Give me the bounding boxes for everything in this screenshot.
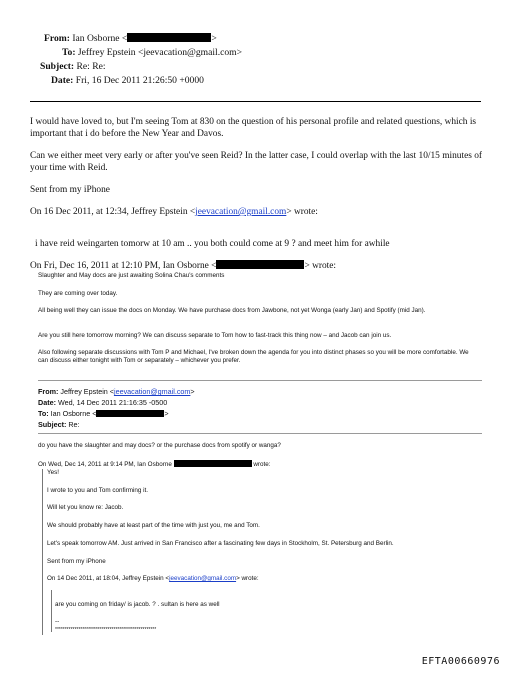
header-date-label: Date: xyxy=(51,75,74,86)
header-subject-value: Re: Re: xyxy=(76,61,106,72)
ian-line-2: They are coming over today. xyxy=(38,290,118,297)
ian-line-1: Slaughter and May docs are just awaiting Solina Chau's comments xyxy=(38,272,225,279)
email-link[interactable]: jeevacation@gmail.com xyxy=(195,207,287,217)
inner-quote-line xyxy=(38,460,478,469)
body-quote-1 xyxy=(30,206,485,218)
quote-bar-nested xyxy=(51,590,52,632)
inner-signature-stars: **************************************************** xyxy=(55,627,157,633)
inner-line-6 xyxy=(47,575,477,583)
body-quote-2 xyxy=(30,260,485,272)
header-from xyxy=(44,32,217,46)
inner-question: do you have the slaughter and may docs? or the purchase docs from spotify or wanga? xyxy=(38,442,281,449)
inner-quote-suffix: wrote: xyxy=(253,461,271,468)
email-link[interactable]: jeevacation@gmail.com xyxy=(113,387,191,396)
header-subject xyxy=(40,60,106,74)
inner-to-label: To: xyxy=(38,409,49,418)
inner-from-suffix: > xyxy=(190,387,195,396)
inner-date-value: Wed, 14 Dec 2011 21:16:35 -0500 xyxy=(57,398,168,407)
inner-quote-prefix: On Wed, Dec 14, 2011 at 9:14 PM, Ian Osborne xyxy=(38,461,172,468)
document-id: EFTA00660976 xyxy=(421,656,500,667)
header-divider xyxy=(30,101,481,102)
inner-date-label: Date: xyxy=(38,398,56,407)
header-subject-label: Subject: xyxy=(40,61,75,72)
quote-1-suffix: > wrote: xyxy=(286,207,318,217)
inner-line-6-suffix: > wrote: xyxy=(236,575,259,582)
inner-line-6-prefix: On 14 Dec 2011, at 18:04, Jeffrey Epstein < xyxy=(47,575,170,582)
ian-line-4: Are you still here tomorrow morning? We can discuss separate to Tom how to fast-track this thing now – and Jacob can join us. xyxy=(38,332,392,339)
body-sent-from: Sent from my iPhone xyxy=(30,185,110,195)
header-from-value: Ian Osborne < xyxy=(72,33,128,44)
inner-subject-value: Re: xyxy=(68,420,80,429)
quote-2-prefix: On Fri, Dec 16, 2011 at 12:10 PM, Ian Osborne < xyxy=(30,261,217,271)
inner-line-2: Will let you know re: Jacob. xyxy=(47,504,124,511)
inner-header-subject xyxy=(38,420,80,430)
header-to-label: To: xyxy=(62,47,76,58)
quote-1-prefix: On 16 Dec 2011, at 12:34, Jeffrey Epstein < xyxy=(30,207,196,217)
inner-to-tail: > xyxy=(164,409,169,418)
redaction-box xyxy=(216,260,304,269)
inner-to-value: Ian Osborne < xyxy=(50,409,97,418)
inner-line-5: Sent from my iPhone xyxy=(47,558,106,565)
inner-signature-dashes: -- xyxy=(55,618,60,625)
header-to-value: Jeffrey Epstein <jeevacation@gmail.com> xyxy=(77,47,243,58)
section-divider xyxy=(38,380,482,381)
inner-yes: Yes! xyxy=(47,469,60,476)
inner-from-label: From: xyxy=(38,387,59,396)
quote-2-suffix: > wrote: xyxy=(304,261,337,271)
redaction-box xyxy=(127,33,211,42)
body-paragraph-2: Can we either meet very early or after you've seen Reid? In the latter case, I could overlap with the last 10/15 minutes of your time with Reid. xyxy=(30,151,483,173)
ian-line-3: All being well they can issue the docs on Monday. We have purchase docs from Jawbone, not yet Wonga (early Jan) and Spotify (mid Jan). xyxy=(38,307,426,314)
quote-bar xyxy=(42,469,43,635)
body-reply-1: i have reid weingarten tomorw at 10 am .. you both could come at 9 ? and meet him for awhile xyxy=(35,239,390,249)
inner-header-to xyxy=(38,409,169,419)
inner-line-3: We should probably have at least part of the time with just you, me and Tom. xyxy=(47,522,260,529)
header-date-value: Fri, 16 Dec 2011 21:26:50 +0000 xyxy=(75,75,204,86)
redaction-box xyxy=(174,460,252,467)
header-date xyxy=(51,74,204,88)
redaction-box xyxy=(96,410,164,417)
section-divider xyxy=(38,433,482,434)
body-paragraph-1: I would have loved to, but I'm seeing Tom at 830 on the question of his personal profile and related questions, which is important that i do before the New Year and Davos. xyxy=(30,117,477,139)
inner-line-7: are you coming on friday/ is jacob. ? . sultan is here as well xyxy=(55,601,220,608)
ian-line-5: Also following separate discussions with Tom P and Michael, I've broken down the agenda for you into distinct phases so you will be more comfortable. We can discuss either tonight with Tom or separately – whichever you prefer. xyxy=(38,349,469,365)
header-from-label: From: xyxy=(44,33,70,44)
header-from-tail: > xyxy=(211,33,217,44)
inner-header-date xyxy=(38,398,167,408)
header-to xyxy=(62,46,242,60)
inner-header-from xyxy=(38,387,195,397)
inner-subject-label: Subject: xyxy=(38,420,67,429)
email-link[interactable]: jeevacation@gmail.com xyxy=(169,575,237,582)
inner-line-4: Let's speak tomorrow AM. Just arrived in San Francisco after a fascinating few days in Stockholm, St. Petersburg and Berlin. xyxy=(47,540,394,547)
inner-line-1: I wrote to you and Tom confirming it. xyxy=(47,487,149,494)
inner-from-prefix: Jeffrey Epstein < xyxy=(60,387,114,396)
